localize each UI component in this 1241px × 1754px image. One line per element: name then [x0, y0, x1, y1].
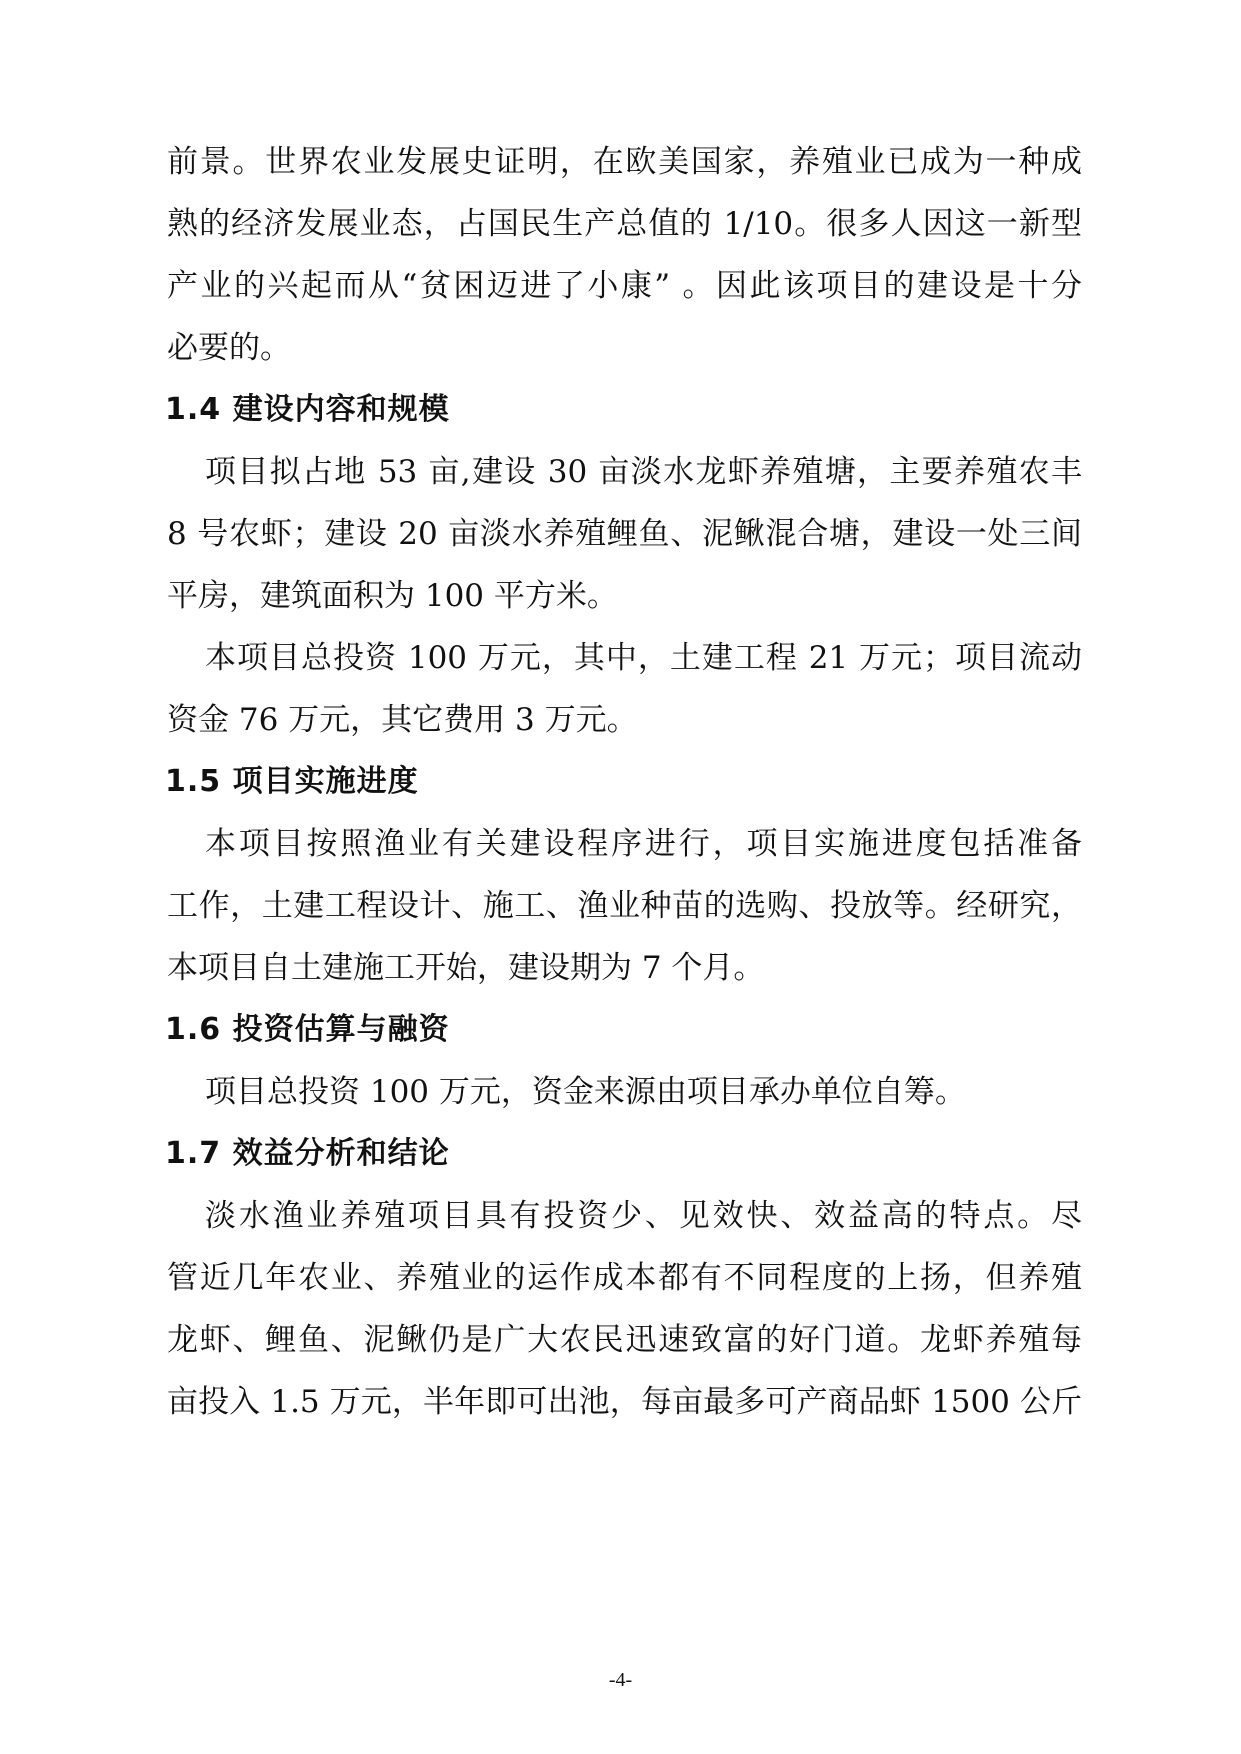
paragraph-line: 管近几年农业、养殖业的运作成本都有不同程度的上扬，但养殖: [167, 1260, 1082, 1296]
section-heading-1-6: 1.6 投资估算与融资: [165, 1012, 450, 1047]
paragraph-line: 龙虾、鲤鱼、泥鳅仍是广大农民迅速致富的好门道。龙虾养殖每: [167, 1322, 1082, 1358]
paragraph-line: 淡水渔业养殖项目具有投资少、见效快、效益高的特点。尽: [205, 1198, 1082, 1234]
paragraph-line: 本项目总投资 100 万元，其中，土建工程 21 万元；项目流动: [205, 640, 1082, 676]
paragraph-line: 资金 76 万元，其它费用 3 万元。: [167, 702, 638, 738]
section-heading-1-5: 1.5 项目实施进度: [165, 764, 419, 799]
section-heading-1-4: 1.4 建设内容和规模: [165, 392, 450, 427]
page-number: -4-: [608, 1669, 633, 1691]
paragraph-line: 8 号农虾；建设 20 亩淡水养殖鲤鱼、泥鳅混合塘，建设一处三间: [167, 516, 1082, 552]
paragraph-line: 本项目自土建施工开始，建设期为 7 个月。: [167, 950, 765, 986]
intro-line: 必要的。: [167, 330, 291, 366]
intro-line: 熟的经济发展业态，占国民生产总值的 1/10。很多人因这一新型: [167, 206, 1082, 242]
intro-line: 前景。世界农业发展史证明，在欧美国家，养殖业已成为一种成: [167, 144, 1082, 180]
paragraph-line: 本项目按照渔业有关建设程序进行，项目实施进度包括准备: [205, 826, 1082, 862]
paragraph-line: 亩投入 1.5 万元，半年即可出池，每亩最多可产商品虾 1500 公斤: [167, 1384, 1082, 1420]
intro-line: 产业的兴起而从“贫困迈进了小康” 。因此该项目的建设是十分: [167, 268, 1082, 304]
paragraph-line: 项目总投资 100 万元，资金来源由项目承办单位自筹。: [205, 1074, 966, 1110]
paragraph-line: 工作，土建工程设计、施工、渔业种苗的选购、投放等。经研究，: [167, 888, 1082, 924]
paragraph-line: 项目拟占地 53 亩,建设 30 亩淡水龙虾养殖塘，主要养殖农丰: [205, 454, 1082, 490]
paragraph-line: 平房，建筑面积为 100 平方米。: [167, 578, 618, 614]
section-heading-1-7: 1.7 效益分析和结论: [165, 1136, 450, 1171]
